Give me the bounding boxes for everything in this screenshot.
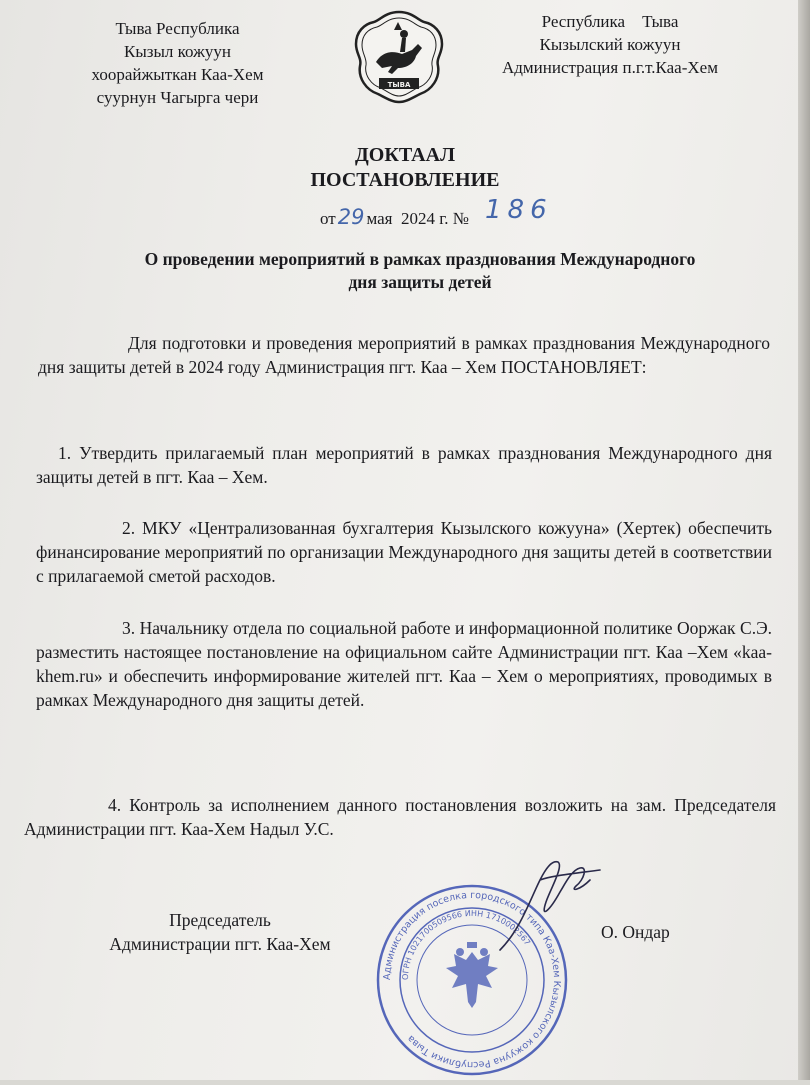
signatory-name: О. Ондар — [601, 922, 670, 942]
header-left-line4: суурнун Чагырга чери — [96, 88, 259, 107]
document-title — [240, 143, 570, 193]
title-russian: ПОСТАНОВЛЕНИЕ — [310, 169, 500, 191]
page-edge-shadow — [798, 0, 810, 1080]
tuva-emblem-icon — [352, 8, 447, 106]
header-right-line3: Администрация п.г.т.Каа-Хем — [502, 58, 718, 77]
header-left-line2: Кызыл кожуун — [124, 42, 231, 61]
item-1: 1. Утвердить прилагаемый план мероприятий в рамках празднования Международного дня защиты детей в пгт. Каа – Хем. — [36, 443, 772, 487]
item-2: 2. МКУ «Централизованная бухгалтерия Кызылского кожууна» (Хертек) обеспечить финансирование мероприятий по организации Международного дня защиты детей в соответствии с прилагаемой сметой расходов. — [36, 518, 772, 586]
header-russian — [470, 10, 750, 79]
date-prefix: от — [320, 209, 336, 228]
item-3: 3. Начальнику отдела по социальной работе и информационной политике Ооржак С.Э. разместить настоящее постановление на официальном сайте Администрации пгт. Каа –Хем «kaa-khem.ru» и обеспечить информирование жителей пгт. Каа – Хем о мероприятиях, проводимых в рамках Международного дня защиты детей. — [36, 618, 772, 710]
item-4: 4. Контроль за исполнением данного постановления возложить на зам. Председателя Администрации пгт. Каа-Хем Надыл У.С. — [24, 795, 776, 839]
handwritten-day: 29 — [337, 205, 365, 229]
position-line1: Председатель — [169, 910, 271, 930]
header-left-line1: Тыва Республика — [115, 19, 240, 38]
seal-inner-text: ОГРН 1021700509566 ИНН 1710002567 — [400, 908, 532, 981]
emblem-caption: ТЫВА — [387, 81, 411, 89]
document-subject — [70, 248, 770, 294]
header-tuvan — [70, 17, 285, 109]
seal-outer-text: Администрация поселка городского типа Каа-Хем Кызылского кожууна Республики Тыва — [381, 889, 563, 1071]
header-right-line1: Республика Тыва — [541, 12, 679, 31]
date-month-year: мая 2024 г. № — [366, 209, 469, 228]
header-left-line3: хоорайжыткан Каа-Хем — [91, 65, 264, 84]
position-line2: Администрации пгт. Каа-Хем — [109, 934, 331, 954]
header-right-line2: Кызылский кожуун — [539, 35, 681, 54]
handwritten-signature — [480, 840, 620, 960]
handwritten-number: 186 — [484, 195, 553, 225]
signatory-position — [80, 908, 360, 956]
date-number-line — [320, 195, 553, 232]
subject-line2: дня защиты детей — [348, 272, 492, 292]
subject-line1: О проведении мероприятий в рамках празднования Международного — [144, 249, 696, 269]
intro-paragraph: Для подготовки и проведения мероприятий в рамках празднования Международного дня защиты детей в 2024 году Администрация пгт. Каа – Хем ПОСТАНОВЛЯЕТ: — [38, 333, 770, 377]
title-tuvan: ДОКТААЛ — [355, 144, 455, 166]
